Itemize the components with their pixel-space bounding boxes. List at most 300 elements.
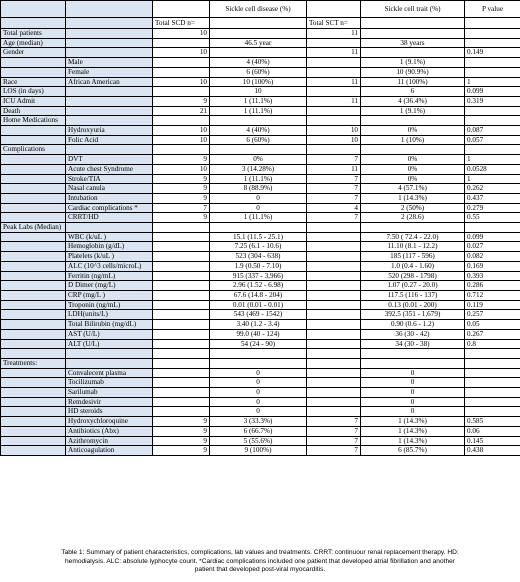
scd-value-cell: 99.0 (40 - 124) bbox=[210, 329, 307, 339]
scd-value-cell: 15.1 (11.5 - 25.1) bbox=[210, 232, 307, 242]
sct-n-cell: 7 bbox=[307, 155, 361, 165]
scd-value-cell: 10 (100%) bbox=[210, 77, 307, 87]
scd-value-cell bbox=[210, 48, 307, 58]
p-value-cell bbox=[465, 29, 520, 39]
row-sublabel-cell: Male bbox=[66, 58, 153, 68]
sct-n-cell bbox=[307, 329, 361, 339]
table-row bbox=[1, 261, 520, 271]
scd-n-cell: 9 bbox=[153, 417, 210, 427]
scd-n-cell: 9 bbox=[153, 426, 210, 436]
row-label-cell bbox=[1, 281, 66, 291]
sct-n-cell: 7 bbox=[307, 213, 361, 223]
total-sct-header: Total SCT n= bbox=[307, 18, 361, 29]
subheader-blank-2 bbox=[66, 18, 153, 29]
scd-value-cell bbox=[210, 145, 307, 155]
p-value-cell: 0.0528 bbox=[465, 164, 520, 174]
p-value-cell: 0.05 bbox=[465, 320, 520, 330]
sct-value-cell: 0 bbox=[361, 368, 465, 378]
row-label-cell bbox=[1, 329, 66, 339]
scd-n-cell bbox=[153, 388, 210, 398]
row-label-cell: Gender bbox=[1, 48, 66, 58]
sct-value-cell: 392.5 (351 - 1,679) bbox=[361, 310, 465, 320]
row-label-cell bbox=[1, 426, 66, 436]
table-row bbox=[1, 96, 520, 106]
sct-n-cell: 7 bbox=[307, 174, 361, 184]
table-row bbox=[1, 155, 520, 165]
scd-n-cell: 10 bbox=[153, 48, 210, 58]
p-value-cell: 0.027 bbox=[465, 242, 520, 252]
sct-value-cell: 0% bbox=[361, 155, 465, 165]
row-sublabel-cell bbox=[66, 116, 153, 126]
sct-n-cell bbox=[307, 388, 361, 398]
scd-value-cell: 7.25 (6.1 - 10.6) bbox=[210, 242, 307, 252]
sct-value-cell: 34 (30 - 38) bbox=[361, 339, 465, 349]
table-row bbox=[1, 446, 520, 456]
sct-value-cell: 0.13 (0.01 - 200) bbox=[361, 300, 465, 310]
row-sublabel-cell bbox=[66, 96, 153, 106]
scd-value-cell bbox=[210, 116, 307, 126]
p-value-cell: 0.393 bbox=[465, 271, 520, 281]
table-row bbox=[1, 106, 520, 116]
row-label-cell: LOS (in days) bbox=[1, 87, 66, 97]
sct-value-cell: 2 (28.6) bbox=[361, 213, 465, 223]
table-row bbox=[1, 67, 520, 77]
sct-n-cell bbox=[307, 242, 361, 252]
p-value-cell bbox=[465, 407, 520, 417]
scd-value-cell: 0 bbox=[210, 407, 307, 417]
sct-value-cell: 0% bbox=[361, 174, 465, 184]
scd-value-cell: 4 (40%) bbox=[210, 58, 307, 68]
sct-value-cell: 11 (100%) bbox=[361, 77, 465, 87]
sct-value-cell: 1.0 (0.4 - 1.60) bbox=[361, 261, 465, 271]
scd-n-cell: 9 bbox=[153, 436, 210, 446]
p-value-cell: 0.585 bbox=[465, 417, 520, 427]
scd-n-cell bbox=[153, 339, 210, 349]
table-row bbox=[1, 87, 520, 97]
p-value-cell bbox=[465, 368, 520, 378]
table-row bbox=[1, 378, 520, 388]
sct-n-cell bbox=[307, 378, 361, 388]
sct-value-cell bbox=[361, 116, 465, 126]
sct-value-cell: 38 years bbox=[361, 38, 465, 48]
row-label-cell bbox=[1, 164, 66, 174]
sct-value-cell: 185 (117 - 596) bbox=[361, 252, 465, 262]
subheader-blank-1 bbox=[1, 18, 66, 29]
scd-value-cell: 1 (11.1%) bbox=[210, 213, 307, 223]
row-sublabel-cell: Female bbox=[66, 67, 153, 77]
p-value-cell bbox=[465, 378, 520, 388]
scd-value-cell: 6 (60%) bbox=[210, 67, 307, 77]
row-label-cell bbox=[1, 368, 66, 378]
row-label-cell bbox=[1, 213, 66, 223]
sct-n-cell bbox=[307, 349, 361, 359]
table-row bbox=[1, 397, 520, 407]
row-label-cell bbox=[1, 388, 66, 398]
scd-n-cell: 10 bbox=[153, 126, 210, 136]
scd-value-cell: 9 (100%) bbox=[210, 446, 307, 456]
row-sublabel-cell: Stroke/TIA bbox=[66, 174, 153, 184]
sct-value-cell: 6 bbox=[361, 87, 465, 97]
sct-n-cell bbox=[307, 271, 361, 281]
scd-n-cell: 9 bbox=[153, 184, 210, 194]
scd-n-cell bbox=[153, 58, 210, 68]
scd-n-cell bbox=[153, 310, 210, 320]
sct-n-cell bbox=[307, 397, 361, 407]
sct-n-cell bbox=[307, 106, 361, 116]
scd-n-cell bbox=[153, 368, 210, 378]
table-row bbox=[1, 126, 520, 136]
scd-n-cell bbox=[153, 87, 210, 97]
row-sublabel-cell bbox=[66, 106, 153, 116]
row-label-cell bbox=[1, 446, 66, 456]
p-value-cell: 0.169 bbox=[465, 261, 520, 271]
p-value-cell: 0.319 bbox=[465, 96, 520, 106]
scd-n-cell: 21 bbox=[153, 106, 210, 116]
sct-n-cell bbox=[307, 232, 361, 242]
p-value-cell: 1 bbox=[465, 155, 520, 165]
scd-n-cell bbox=[153, 358, 210, 368]
scd-value-cell: 523 (304 - 638) bbox=[210, 252, 307, 262]
pvalue-header: P value bbox=[465, 1, 520, 18]
scd-n-cell: 9 bbox=[153, 213, 210, 223]
scd-n-cell: 9 bbox=[153, 446, 210, 456]
scd-value-cell bbox=[210, 29, 307, 39]
row-sublabel-cell: Cardiac complications * bbox=[66, 203, 153, 213]
table-row bbox=[1, 407, 520, 417]
p-value-cell: 0.099 bbox=[465, 232, 520, 242]
row-label-cell bbox=[1, 242, 66, 252]
row-label-cell bbox=[1, 349, 66, 359]
row-label-cell bbox=[1, 310, 66, 320]
sct-n-cell bbox=[307, 290, 361, 300]
row-sublabel-cell bbox=[66, 29, 153, 39]
row-label-cell bbox=[1, 126, 66, 136]
row-sublabel-cell bbox=[66, 48, 153, 58]
p-value-cell: 0.712 bbox=[465, 290, 520, 300]
sct-n-cell: 11 bbox=[307, 48, 361, 58]
row-label-cell bbox=[1, 436, 66, 446]
sct-n-cell bbox=[307, 358, 361, 368]
sct-value-cell: 0 bbox=[361, 407, 465, 417]
table-row bbox=[1, 48, 520, 58]
row-label-cell bbox=[1, 290, 66, 300]
scd-n-cell bbox=[153, 145, 210, 155]
row-sublabel-cell: Acute chest Syndrome bbox=[66, 164, 153, 174]
scd-value-cell: 3.40 (1.2 - 3.4) bbox=[210, 320, 307, 330]
row-label-cell bbox=[1, 300, 66, 310]
sct-value-cell: 7.50 ( 72.4 - 22.0) bbox=[361, 232, 465, 242]
subheader-blank-5 bbox=[465, 18, 520, 29]
scd-value-cell: 0 bbox=[210, 378, 307, 388]
sct-value-cell: 1 (14.3%) bbox=[361, 193, 465, 203]
sct-n-cell bbox=[307, 339, 361, 349]
scd-n-cell: 10 bbox=[153, 29, 210, 39]
table-row bbox=[1, 242, 520, 252]
sct-value-cell: 1 (10%) bbox=[361, 135, 465, 145]
scd-value-cell bbox=[210, 349, 307, 359]
p-value-cell bbox=[465, 223, 520, 233]
sct-n-cell: 11 bbox=[307, 77, 361, 87]
header-blank-1 bbox=[1, 1, 66, 18]
p-value-cell: 0.087 bbox=[465, 126, 520, 136]
p-value-cell: 1 bbox=[465, 77, 520, 87]
total-scd-header: Total SCD n= bbox=[153, 18, 210, 29]
scd-n-cell: 7 bbox=[153, 203, 210, 213]
scd-group-header: Sickle cell disease (%) bbox=[210, 1, 307, 18]
scd-value-cell: 0 bbox=[210, 368, 307, 378]
sct-n-cell bbox=[307, 223, 361, 233]
row-label-cell: Total patients bbox=[1, 29, 66, 39]
header-row bbox=[1, 1, 520, 18]
row-sublabel-cell: ALC (10^3 cells/microL) bbox=[66, 261, 153, 271]
scd-n-cell: 10 bbox=[153, 77, 210, 87]
p-value-cell: 1 bbox=[465, 174, 520, 184]
row-sublabel-cell: Total Bilirubin (mg/dL) bbox=[66, 320, 153, 330]
sct-n-cell: 4 bbox=[307, 203, 361, 213]
row-label-cell: Home Medications bbox=[1, 116, 66, 126]
sct-value-cell: 0 bbox=[361, 388, 465, 398]
table-row bbox=[1, 436, 520, 446]
p-value-cell: 0.149 bbox=[465, 48, 520, 58]
scd-value-cell: 0 bbox=[210, 193, 307, 203]
row-label-cell bbox=[1, 67, 66, 77]
scd-value-cell: 8 (88.9%) bbox=[210, 184, 307, 194]
table-row bbox=[1, 339, 520, 349]
sct-value-cell: 1 (9.1%) bbox=[361, 106, 465, 116]
sct-value-cell: 1 (14.3%) bbox=[361, 426, 465, 436]
scd-value-cell bbox=[210, 358, 307, 368]
p-value-cell bbox=[465, 58, 520, 68]
scd-value-cell: 915 (337 - 3,966) bbox=[210, 271, 307, 281]
sct-n-cell: 10 bbox=[307, 126, 361, 136]
sct-n-cell: 7 bbox=[307, 417, 361, 427]
p-value-cell bbox=[465, 67, 520, 77]
sct-n-cell: 11 bbox=[307, 96, 361, 106]
row-sublabel-cell bbox=[66, 38, 153, 48]
table-row bbox=[1, 135, 520, 145]
row-label-cell: Peak Labs (Median) bbox=[1, 223, 66, 233]
sct-value-cell: 0% bbox=[361, 126, 465, 136]
table-row bbox=[1, 203, 520, 213]
sct-value-cell: 0% bbox=[361, 164, 465, 174]
row-sublabel-cell: Platelets (k/uL ) bbox=[66, 252, 153, 262]
scd-n-cell bbox=[153, 67, 210, 77]
sct-group-header: Sickle cell trait (%) bbox=[361, 1, 465, 18]
sct-n-cell bbox=[307, 368, 361, 378]
p-value-cell: 0.145 bbox=[465, 436, 520, 446]
scd-n-cell bbox=[153, 252, 210, 262]
sct-value-cell: 117.5 (116 - 137) bbox=[361, 290, 465, 300]
scd-value-cell bbox=[210, 223, 307, 233]
table-row bbox=[1, 358, 520, 368]
table-row bbox=[1, 426, 520, 436]
sct-n-cell bbox=[307, 320, 361, 330]
sct-value-cell: 1 (14.3%) bbox=[361, 436, 465, 446]
scd-n-cell bbox=[153, 290, 210, 300]
scd-value-cell: 543 (469 - 1542) bbox=[210, 310, 307, 320]
scd-value-cell: 1 (11.1%) bbox=[210, 96, 307, 106]
row-sublabel-cell: Hydroxychloroquine bbox=[66, 417, 153, 427]
p-value-cell: 0.099 bbox=[465, 87, 520, 97]
scd-n-cell bbox=[153, 116, 210, 126]
p-value-cell bbox=[465, 145, 520, 155]
sct-value-cell bbox=[361, 48, 465, 58]
scd-value-cell: 46.5 year bbox=[210, 38, 307, 48]
scd-n-cell bbox=[153, 407, 210, 417]
scd-n-cell bbox=[153, 242, 210, 252]
row-sublabel-cell bbox=[66, 145, 153, 155]
row-sublabel-cell: Azithromycin bbox=[66, 436, 153, 446]
p-value-cell: 0.06 bbox=[465, 426, 520, 436]
scd-value-cell: 2.96 (1.52 - 6.98) bbox=[210, 281, 307, 291]
table-row bbox=[1, 329, 520, 339]
scd-value-cell: 6 (66.7%) bbox=[210, 426, 307, 436]
scd-n-cell bbox=[153, 223, 210, 233]
table-row bbox=[1, 290, 520, 300]
scd-value-cell: 3 (33.3%) bbox=[210, 417, 307, 427]
table-row bbox=[1, 193, 520, 203]
p-value-cell: 0.437 bbox=[465, 193, 520, 203]
sct-n-cell: 10 bbox=[307, 135, 361, 145]
row-label-cell bbox=[1, 320, 66, 330]
scd-n-cell bbox=[153, 281, 210, 291]
scd-n-cell: 10 bbox=[153, 164, 210, 174]
row-sublabel-cell: LDH(units/L) bbox=[66, 310, 153, 320]
row-sublabel-cell: Antibiotics (Abx) bbox=[66, 426, 153, 436]
scd-n-cell: 9 bbox=[153, 96, 210, 106]
table-row bbox=[1, 417, 520, 427]
sct-value-cell: 520 (298 - 1798) bbox=[361, 271, 465, 281]
sct-n-cell: 11 bbox=[307, 29, 361, 39]
header-blank-2 bbox=[66, 1, 153, 18]
p-value-cell bbox=[465, 358, 520, 368]
scd-n-cell bbox=[153, 38, 210, 48]
subheader-blank-4 bbox=[361, 18, 465, 29]
table-row bbox=[1, 213, 520, 223]
table-row bbox=[1, 271, 520, 281]
sct-value-cell bbox=[361, 349, 465, 359]
table-row bbox=[1, 281, 520, 291]
row-label-cell bbox=[1, 407, 66, 417]
row-sublabel-cell bbox=[66, 358, 153, 368]
table-row bbox=[1, 388, 520, 398]
sct-n-cell: 7 bbox=[307, 436, 361, 446]
table-row bbox=[1, 174, 520, 184]
sct-n-cell bbox=[307, 407, 361, 417]
row-sublabel-cell: Ferritin (ng/mL) bbox=[66, 271, 153, 281]
row-label-cell bbox=[1, 203, 66, 213]
p-value-cell: 0.267 bbox=[465, 329, 520, 339]
row-sublabel-cell: Intubation bbox=[66, 193, 153, 203]
scd-value-cell: 1.9 (0.50 - 7.10) bbox=[210, 261, 307, 271]
row-sublabel-cell: Anticoagulation bbox=[66, 446, 153, 456]
p-value-cell bbox=[465, 106, 520, 116]
row-sublabel-cell: CRRT/HD bbox=[66, 213, 153, 223]
p-value-cell: 0.262 bbox=[465, 184, 520, 194]
scd-n-cell bbox=[153, 397, 210, 407]
p-value-cell bbox=[465, 116, 520, 126]
row-label-cell bbox=[1, 58, 66, 68]
sct-value-cell: 6 (85.7%) bbox=[361, 446, 465, 456]
sct-value-cell bbox=[361, 358, 465, 368]
table-row bbox=[1, 300, 520, 310]
scd-value-cell: 0.01 (0.01 - 0.01) bbox=[210, 300, 307, 310]
scd-n-cell: 10 bbox=[153, 135, 210, 145]
row-label-cell: Race bbox=[1, 77, 66, 87]
sct-n-cell: 11 bbox=[307, 164, 361, 174]
row-sublabel-cell bbox=[66, 349, 153, 359]
scd-value-cell: 1 (11.1%) bbox=[210, 106, 307, 116]
table-row bbox=[1, 310, 520, 320]
sct-value-cell: 2 (50%) bbox=[361, 203, 465, 213]
row-label-cell: Complications bbox=[1, 145, 66, 155]
scd-value-cell: 6 (60%) bbox=[210, 135, 307, 145]
scd-n-cell bbox=[153, 232, 210, 242]
table-row bbox=[1, 116, 520, 126]
sct-n-cell bbox=[307, 252, 361, 262]
scd-n-cell: 9 bbox=[153, 193, 210, 203]
subheader-blank-3 bbox=[210, 18, 307, 29]
subheader-row bbox=[1, 18, 520, 29]
sct-value-cell bbox=[361, 29, 465, 39]
table-row bbox=[1, 184, 520, 194]
row-sublabel-cell: Convalecent plasma bbox=[66, 368, 153, 378]
row-sublabel-cell: CRP (mg/L ) bbox=[66, 290, 153, 300]
scd-n-cell bbox=[153, 378, 210, 388]
sct-n-cell: 7 bbox=[307, 426, 361, 436]
sct-n-cell bbox=[307, 87, 361, 97]
scd-value-cell: 1 (11.1%) bbox=[210, 174, 307, 184]
row-label-cell bbox=[1, 184, 66, 194]
row-label-cell: Death bbox=[1, 106, 66, 116]
scd-value-cell: 5 (55.6%) bbox=[210, 436, 307, 446]
row-sublabel-cell: D Dimer (mg/L) bbox=[66, 281, 153, 291]
table-row bbox=[1, 58, 520, 68]
row-label-cell bbox=[1, 339, 66, 349]
header-blank-4 bbox=[307, 1, 361, 18]
row-sublabel-cell: African American bbox=[66, 77, 153, 87]
row-sublabel-cell: AST (U/L) bbox=[66, 329, 153, 339]
row-label-cell bbox=[1, 193, 66, 203]
header-blank-3 bbox=[153, 1, 210, 18]
sct-value-cell: 1 (14.3%) bbox=[361, 417, 465, 427]
row-sublabel-cell: Hemoglobin (g/dL) bbox=[66, 242, 153, 252]
p-value-cell bbox=[465, 397, 520, 407]
table-row bbox=[1, 77, 520, 87]
row-sublabel-cell bbox=[66, 223, 153, 233]
row-label-cell bbox=[1, 252, 66, 262]
table-row bbox=[1, 223, 520, 233]
row-sublabel-cell: Folic Acid bbox=[66, 135, 153, 145]
scd-value-cell: 0% bbox=[210, 155, 307, 165]
row-label-cell: Treatments: bbox=[1, 358, 66, 368]
table-row bbox=[1, 164, 520, 174]
p-value-cell bbox=[465, 38, 520, 48]
sct-n-cell bbox=[307, 116, 361, 126]
p-value-cell: 0.438 bbox=[465, 446, 520, 456]
p-value-cell: 0.286 bbox=[465, 281, 520, 291]
scd-value-cell: 0 bbox=[210, 397, 307, 407]
row-sublabel-cell: Nasal canula bbox=[66, 184, 153, 194]
scd-value-cell: 3 (14.28%) bbox=[210, 164, 307, 174]
table-row bbox=[1, 29, 520, 39]
sct-value-cell: 0 bbox=[361, 378, 465, 388]
scd-n-cell bbox=[153, 320, 210, 330]
sct-n-cell: 7 bbox=[307, 184, 361, 194]
sct-n-cell bbox=[307, 145, 361, 155]
sct-value-cell: 0.90 (0.6 - 1.2) bbox=[361, 320, 465, 330]
sct-n-cell: 7 bbox=[307, 193, 361, 203]
